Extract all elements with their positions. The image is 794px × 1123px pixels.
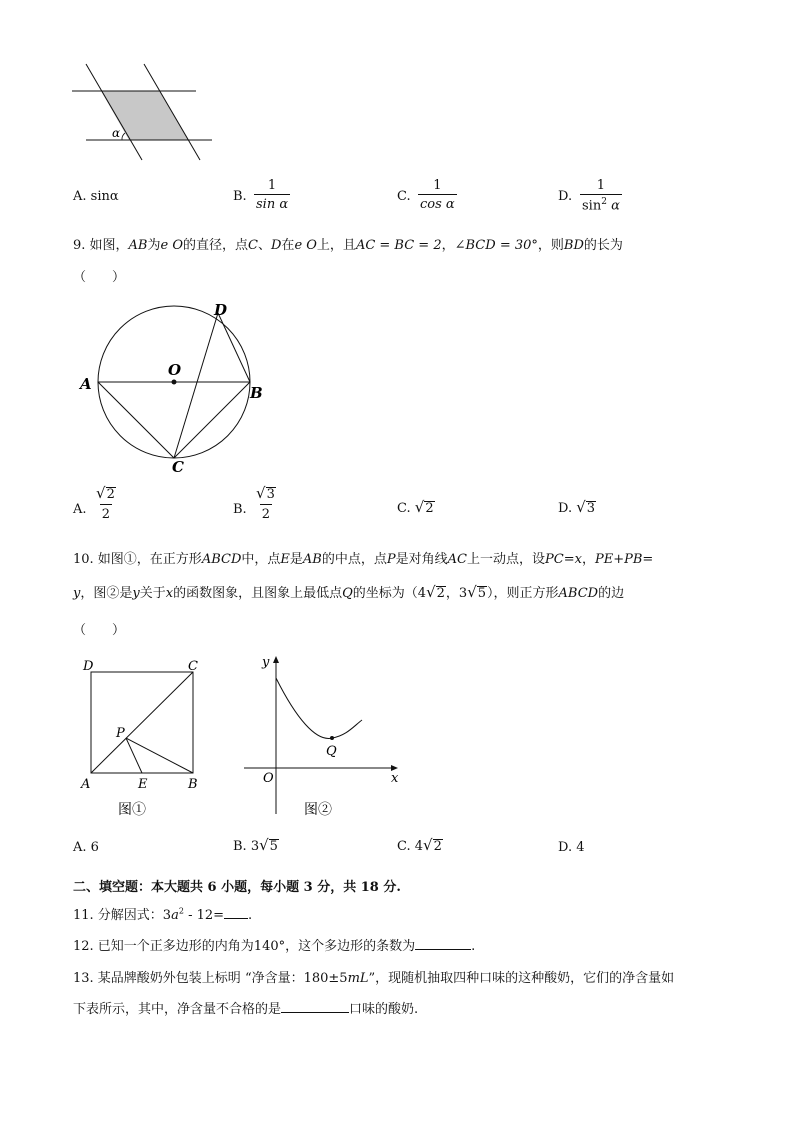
lowest-point-q bbox=[330, 736, 334, 740]
figure-2-caption: 图② bbox=[304, 802, 332, 818]
q10-question-line2: y，图②是y关于x的函数图象，且图象上最低点Q的坐标为（4 √ 2 ，3 √ 5 ），则正方形ABCD的边 bbox=[73, 583, 625, 601]
section-2-heading: 二、填空题：本大题共 6 小题，每小题 3 分，共 18 分. bbox=[73, 880, 401, 895]
q8-option-c-fraction bbox=[418, 179, 457, 211]
q12-question: 12. 已知一个正多边形的内角为140°，这个多边形的条数为 . bbox=[73, 939, 476, 954]
q8-option-d-label[interactable]: D. bbox=[558, 189, 573, 204]
q9-option-b-label[interactable]: B. bbox=[233, 502, 247, 517]
q10-option-b[interactable]: B. 3 √ 5 bbox=[233, 836, 278, 854]
denominator: cos α bbox=[418, 194, 457, 211]
label-c: C bbox=[172, 458, 184, 476]
q9-answer-bracket: （ ） bbox=[73, 270, 126, 285]
denominator: 2 bbox=[100, 504, 112, 521]
segment-bd bbox=[218, 313, 250, 382]
sqrt-value: √ 3 bbox=[576, 498, 596, 516]
label-d: D bbox=[83, 659, 94, 674]
q13-answer-blank[interactable] bbox=[281, 1012, 349, 1013]
q13-question-line1: 13. 某品牌酸奶外包装上标明 “净含量：180±5mL”，现随机抽取四种口味的这种酸奶，它们的净含量如 bbox=[73, 971, 675, 986]
sqrt-value: √ 2 bbox=[414, 498, 434, 516]
q8-alpha-label: α bbox=[112, 126, 121, 140]
q8-option-d-fraction bbox=[580, 179, 622, 212]
label-e: E bbox=[138, 777, 148, 792]
q13-question-line2: 下表所示，其中，净含量不合格的是 口味的酸奶. bbox=[73, 1002, 419, 1017]
label-b: B bbox=[188, 777, 198, 792]
q9-question-line1: 9. 如图，AB为e O的直径，点C、D在e O上，且AC = BC = 2，∠BCD = 30°，则BD的长为 bbox=[73, 238, 623, 253]
q12-answer-blank[interactable] bbox=[415, 949, 471, 950]
q8-angle-arc bbox=[122, 133, 125, 140]
label-p: P bbox=[116, 726, 125, 741]
label-y: y bbox=[262, 655, 270, 670]
q8-option-b-label[interactable]: B. bbox=[233, 189, 247, 204]
q10-answer-bracket: （ ） bbox=[73, 623, 126, 638]
option-label: A. bbox=[73, 189, 87, 204]
q10-graph-figure bbox=[238, 650, 408, 826]
segment-pe bbox=[126, 738, 142, 773]
denominator: sin α bbox=[254, 194, 290, 211]
q9-option-c[interactable]: C. √ 2 bbox=[397, 498, 434, 516]
q9-option-d[interactable]: D. √ 3 bbox=[558, 498, 596, 516]
label-a: A bbox=[80, 375, 92, 393]
q10-option-a[interactable]: A. 6 bbox=[73, 840, 99, 855]
q9-circle-figure bbox=[76, 298, 272, 478]
denominator: 2 bbox=[260, 504, 272, 521]
label-a: A bbox=[81, 777, 91, 792]
q10-question-line1: 10. 如图①，在正方形ABCD中，点E是AB的中点，点P是对角线AC上一动点，设PC=x，PE+PB= bbox=[73, 552, 654, 567]
q9-option-a-value bbox=[94, 486, 118, 521]
numerator: 1 bbox=[267, 178, 277, 193]
center-point-o bbox=[172, 380, 177, 385]
option-text: sinα bbox=[90, 189, 119, 204]
numerator: 1 bbox=[596, 178, 606, 193]
y-axis-arrow bbox=[273, 656, 279, 663]
segment-ac bbox=[98, 382, 174, 458]
q9-option-a-label[interactable]: A. bbox=[73, 502, 87, 517]
q10-option-c[interactable]: C. 4 √ 2 bbox=[397, 836, 442, 854]
q8-option-a[interactable] bbox=[73, 189, 119, 204]
function-curve bbox=[276, 678, 362, 738]
q11-question: 11. 分解因式：$3a^2 - 12=$ . bbox=[73, 906, 253, 923]
q10-option-d[interactable]: D. 4 bbox=[558, 840, 585, 855]
segment-pb bbox=[126, 738, 193, 773]
label-b: B bbox=[250, 384, 263, 402]
q9-option-b-value bbox=[254, 486, 278, 521]
label-o: O bbox=[168, 361, 182, 379]
q8-parallelogram-figure bbox=[66, 58, 216, 168]
label-x: x bbox=[391, 771, 399, 786]
label-q: Q bbox=[326, 744, 337, 759]
q8-option-c-label[interactable]: C. bbox=[397, 189, 411, 204]
figure-1-caption: 图① bbox=[118, 802, 146, 818]
numerator: 1 bbox=[433, 178, 442, 193]
label-c: C bbox=[188, 659, 198, 674]
diagonal-ac bbox=[91, 672, 193, 773]
q11-answer-blank[interactable] bbox=[224, 918, 248, 919]
numerator-sqrt: √ 2 bbox=[96, 484, 115, 502]
q10-square-figure bbox=[76, 652, 206, 824]
label-d: D bbox=[214, 301, 228, 319]
label-origin: O bbox=[263, 771, 274, 786]
q8-option-b-fraction bbox=[254, 179, 290, 211]
numerator-sqrt: √ 3 bbox=[256, 484, 275, 502]
denominator: $\sin^2 \alpha$ bbox=[580, 194, 622, 212]
